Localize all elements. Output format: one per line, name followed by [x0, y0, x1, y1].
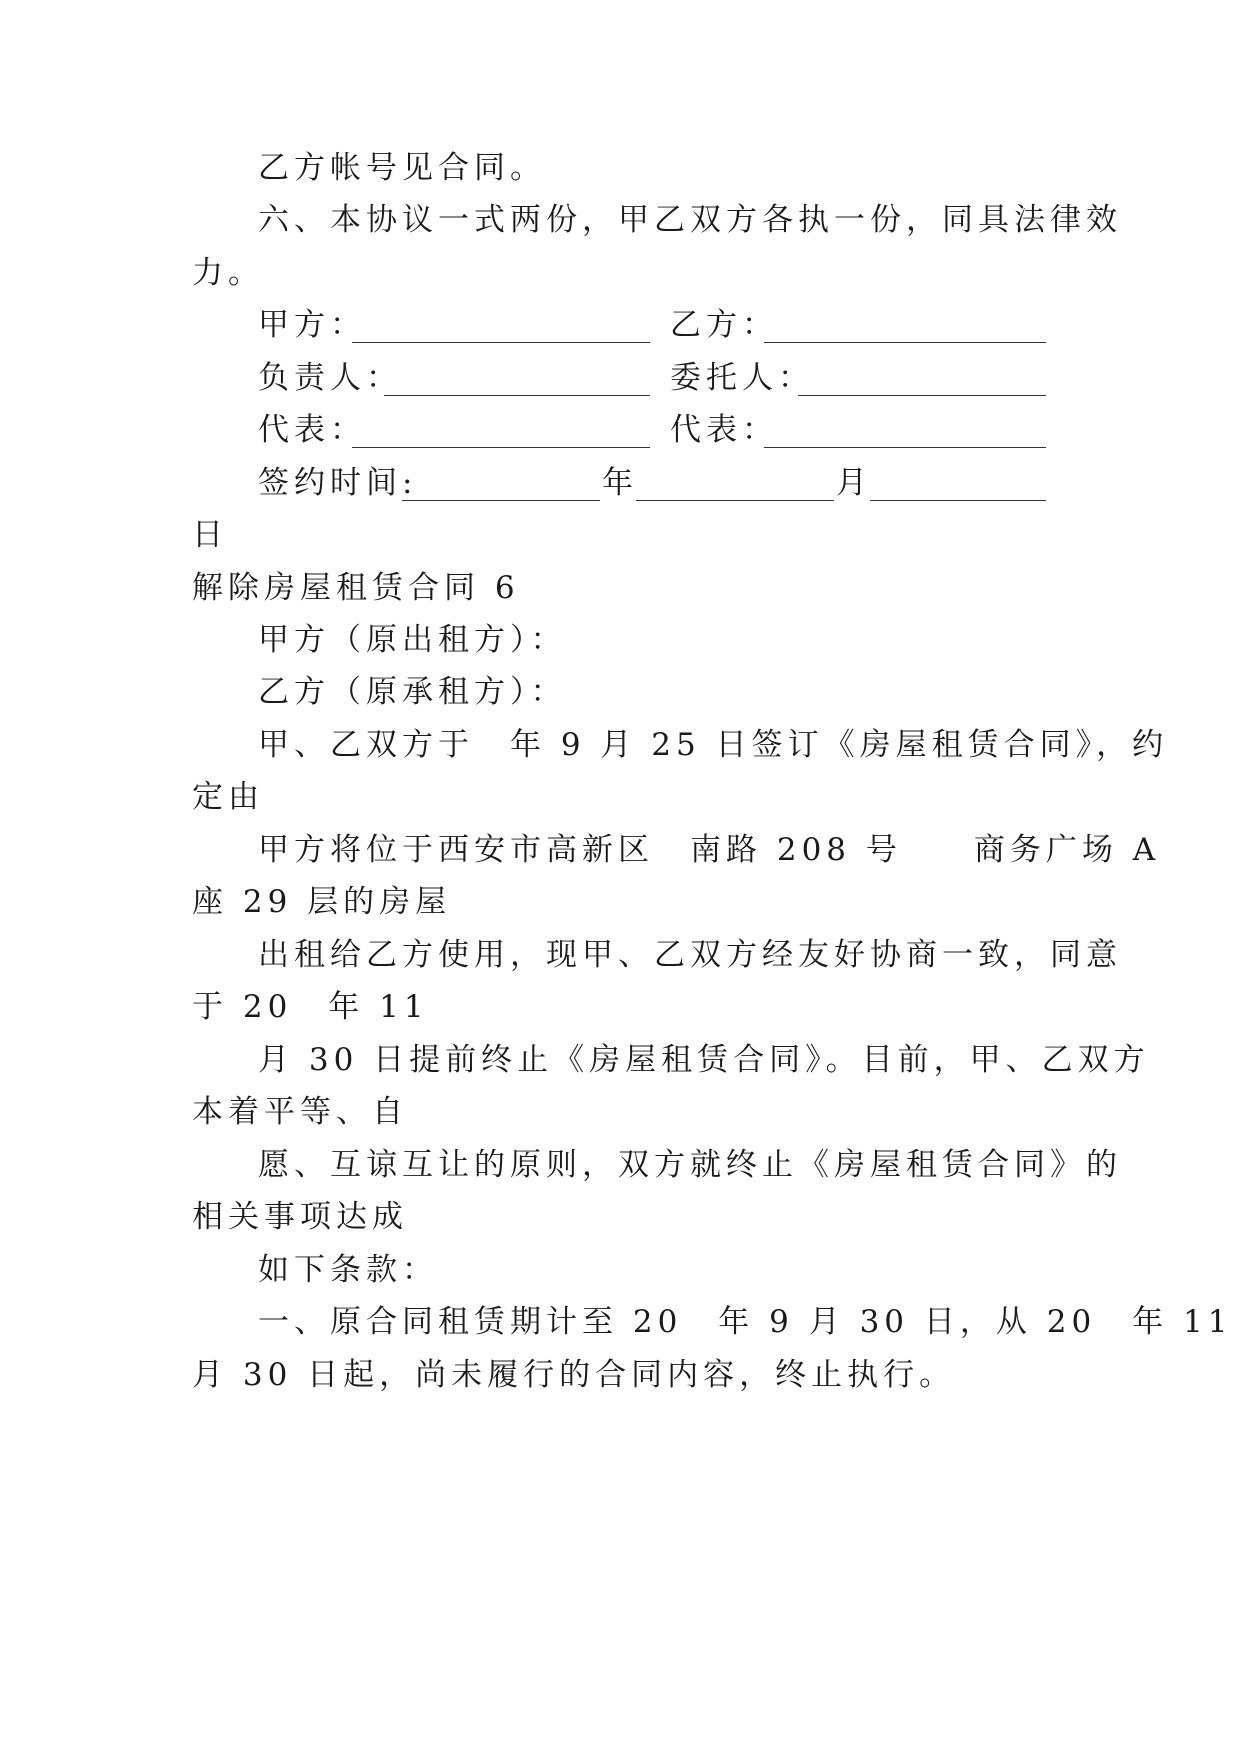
entrusted-label: 委托人： [670, 360, 814, 396]
paragraph-line: 定由 [192, 779, 264, 815]
paragraph-line: 愿、互谅互让的原则，双方就终止《房屋租赁合同》的 [258, 1147, 1122, 1183]
party-a-label: 甲方： [258, 307, 366, 343]
paragraph-line: 乙方帐号见合同。 [258, 150, 546, 186]
year-blank [402, 500, 600, 501]
month-blank [636, 500, 834, 501]
paragraph-line: 月 30 日起，尚未履行的合同内容，终止执行。 [192, 1357, 956, 1393]
paragraph-line: 如下条款： [258, 1252, 438, 1288]
paragraph-line: 本着平等、自 [192, 1094, 408, 1130]
sign-time-label: 签约时间: [258, 465, 418, 501]
rep-b-label: 代表： [670, 412, 778, 448]
rep-a-label: 代表： [258, 412, 366, 448]
paragraph-line: 乙方（原承租方）： [258, 674, 567, 710]
party-b-label: 乙方： [670, 307, 778, 343]
entrusted-blank [798, 395, 1046, 396]
principal-label: 负责人： [258, 360, 402, 396]
paragraph-line: 座 29 层的房屋 [192, 884, 452, 920]
paragraph-line: 月 30 日提前终止《房屋租赁合同》。目前，甲、乙双方 [258, 1042, 1150, 1078]
paragraph-line: 甲方将位于西安市高新区 南路 208 号 商务广场 A [258, 832, 1161, 868]
rep-b-blank [764, 447, 1046, 448]
paragraph-line: 相关事项达成 [192, 1199, 408, 1235]
party-a-blank [352, 342, 650, 343]
paragraph-line: 日 [192, 517, 228, 553]
paragraph-line: 一、原合同租赁期计至 20 年 9 月 30 日，从 20 年 11 [258, 1304, 1233, 1340]
party-b-blank [764, 342, 1046, 343]
month-label: 月 [836, 465, 872, 501]
paragraph-line: 甲方（原出租方）： [258, 622, 567, 658]
section-title: 解除房屋租赁合同 6 [192, 570, 520, 606]
paragraph-line: 于 20 年 11 [192, 989, 429, 1025]
day-blank [870, 500, 1046, 501]
paragraph-line: 出租给乙方使用，现甲、乙双方经友好协商一致，同意 [258, 937, 1122, 973]
paragraph-line: 力。 [192, 255, 264, 291]
rep-a-blank [352, 447, 650, 448]
paragraph-line: 甲、乙双方于 年 9 月 25 日签订《房屋租赁合同》，约 [258, 727, 1169, 763]
paragraph-line: 六、本协议一式两份，甲乙双方各执一份，同具法律效 [258, 202, 1122, 238]
principal-blank [384, 395, 650, 396]
year-label: 年 [602, 465, 638, 501]
